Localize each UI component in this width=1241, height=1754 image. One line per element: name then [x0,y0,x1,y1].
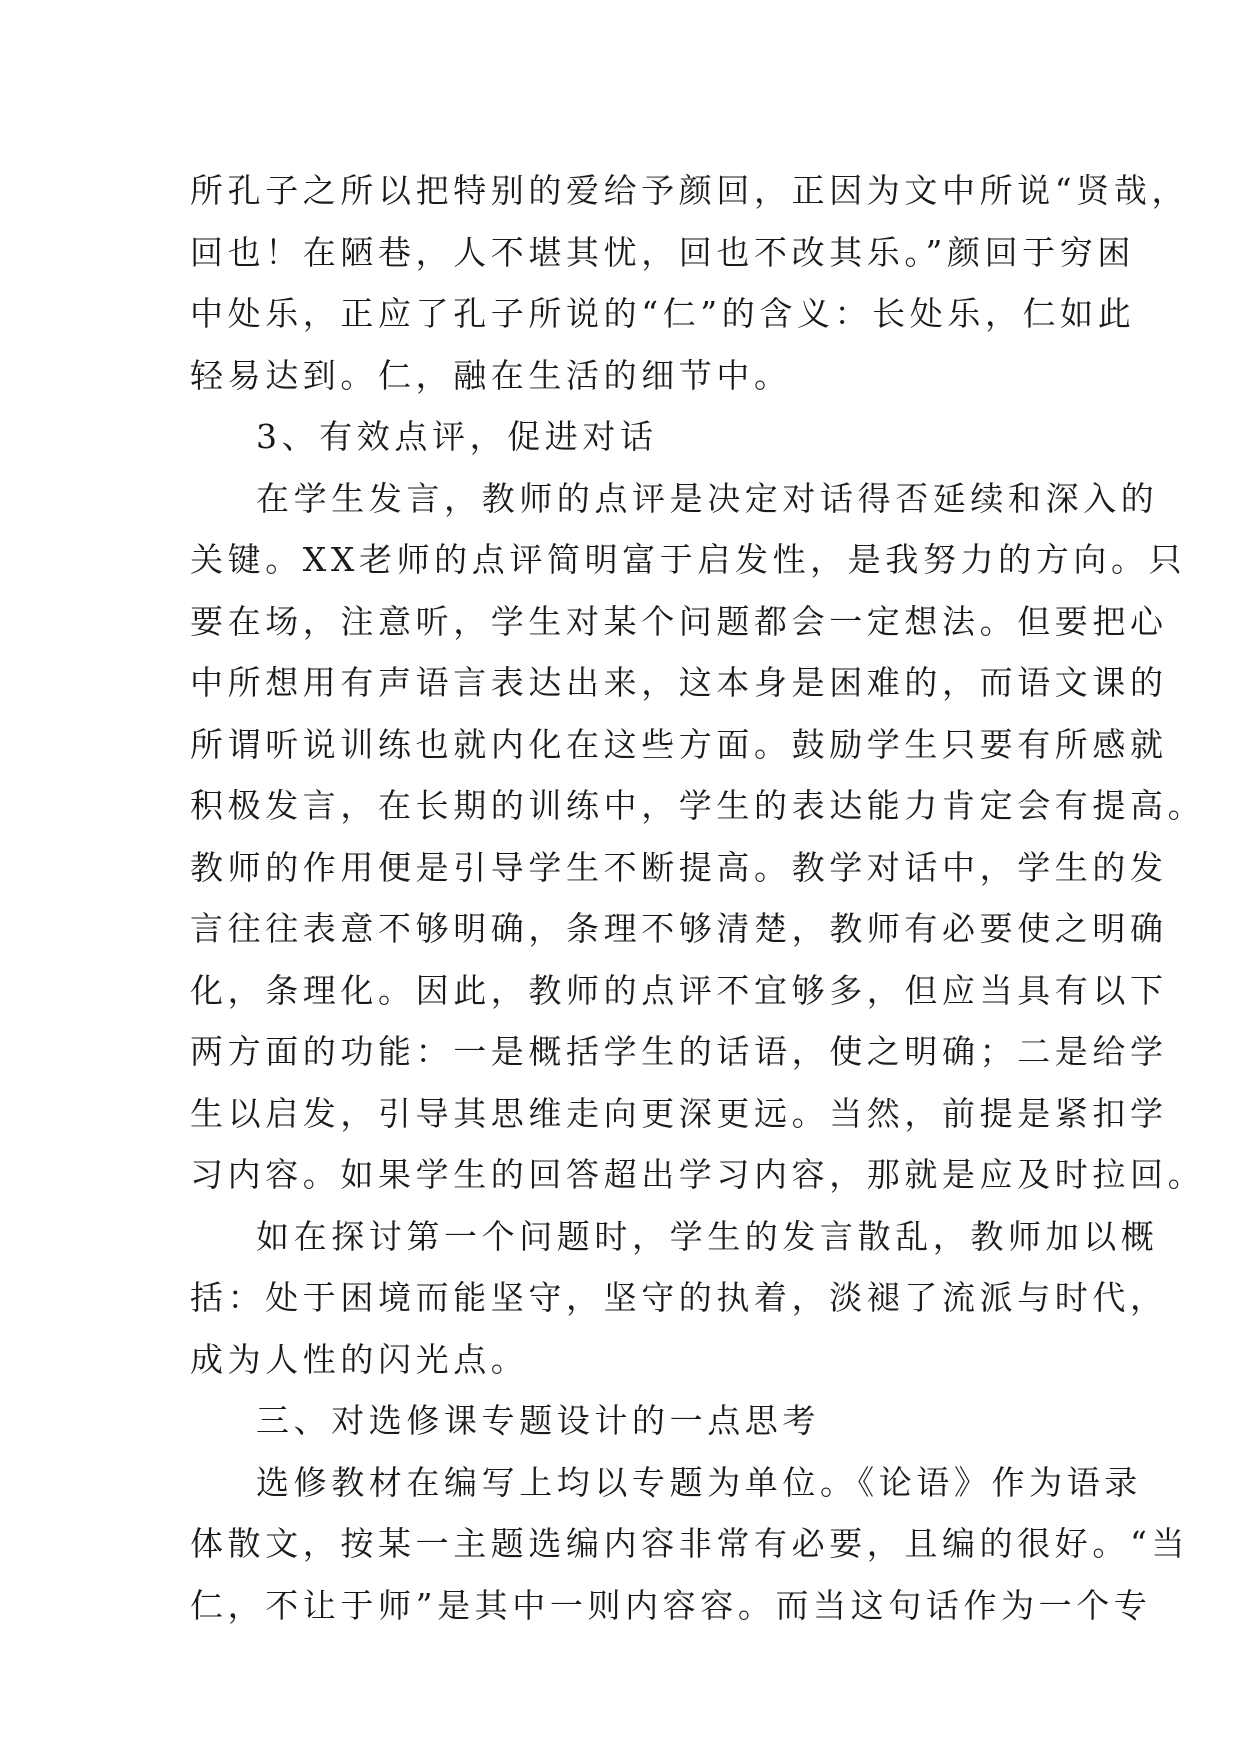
text-line: 所谓听说训练也就内化在这些方面。鼓励学生只要有所感就 [190,724,1168,764]
text-line: 言往往表意不够明确，条理不够清楚，教师有必要使之明确 [190,909,1168,948]
text-line: 体散文，按某一主题选编内容非常有必要，且编的很好。“当 [190,1524,1190,1563]
text-line: 选修教材在编写上均以专题为单位。《论语》作为语录 [256,1462,1142,1502]
text-line: 要在场，注意听，学生对某个问题都会一定想法。但要把心 [190,601,1168,641]
text-line: 括：处于困境而能坚守，坚守的执着，淡褪了流派与时代， [190,1278,1168,1317]
text-line: 关键。XX老师的点评简明富于启发性，是我努力的方向。只 [190,540,1187,579]
text-line: 教师的作用便是引导学生不断提高。教学对话中，学生的发 [190,847,1168,887]
text-line: 积极发言，在长期的训练中，学生的表达能力肯定会有提高。 [190,786,1206,825]
text-line: 生以启发，引导其思维走向更深更远。当然，前提是紧扣学 [190,1093,1168,1133]
text-line: 回也！在陋巷，人不堪其忧，回也不改其乐。”颜回于穷困 [190,232,1135,272]
section-heading: 3、有效点评，促进对话 [256,417,658,456]
text-line: 如在探讨第一个问题时，学生的发言散乱，教师加以概 [256,1216,1159,1256]
section-heading: 三、对选修课专题设计的一点思考 [256,1401,820,1440]
text-line: 习内容。如果学生的回答超出学习内容，那就是应及时拉回。 [190,1155,1206,1194]
text-line: 化，条理化。因此，教师的点评不宜够多，但应当具有以下 [190,970,1168,1010]
text-line: 两方面的功能：一是概括学生的话语，使之明确；二是给学 [190,1032,1168,1071]
text-line: 中所想用有声语言表达出来，这本身是困难的，而语文课的 [190,663,1168,702]
body-text [190,160,1206,1636]
text-line: 仁，不让于师”是其中一则内容容。而当这句话作为一个专 [190,1585,1152,1625]
text-line: 所孔子之所以把特别的爱给予颜回，正因为文中所说“贤哉， [190,171,1190,210]
text-line: 轻易达到。仁，融在生活的细节中。 [190,355,792,395]
text-line: 中处乐，正应了孔子所说的“仁”的含义：长处乐，仁如此 [190,294,1136,333]
text-line: 成为人性的闪光点。 [190,1339,529,1379]
text-line: 在学生发言，教师的点评是决定对话得否延续和深入的 [256,478,1159,518]
